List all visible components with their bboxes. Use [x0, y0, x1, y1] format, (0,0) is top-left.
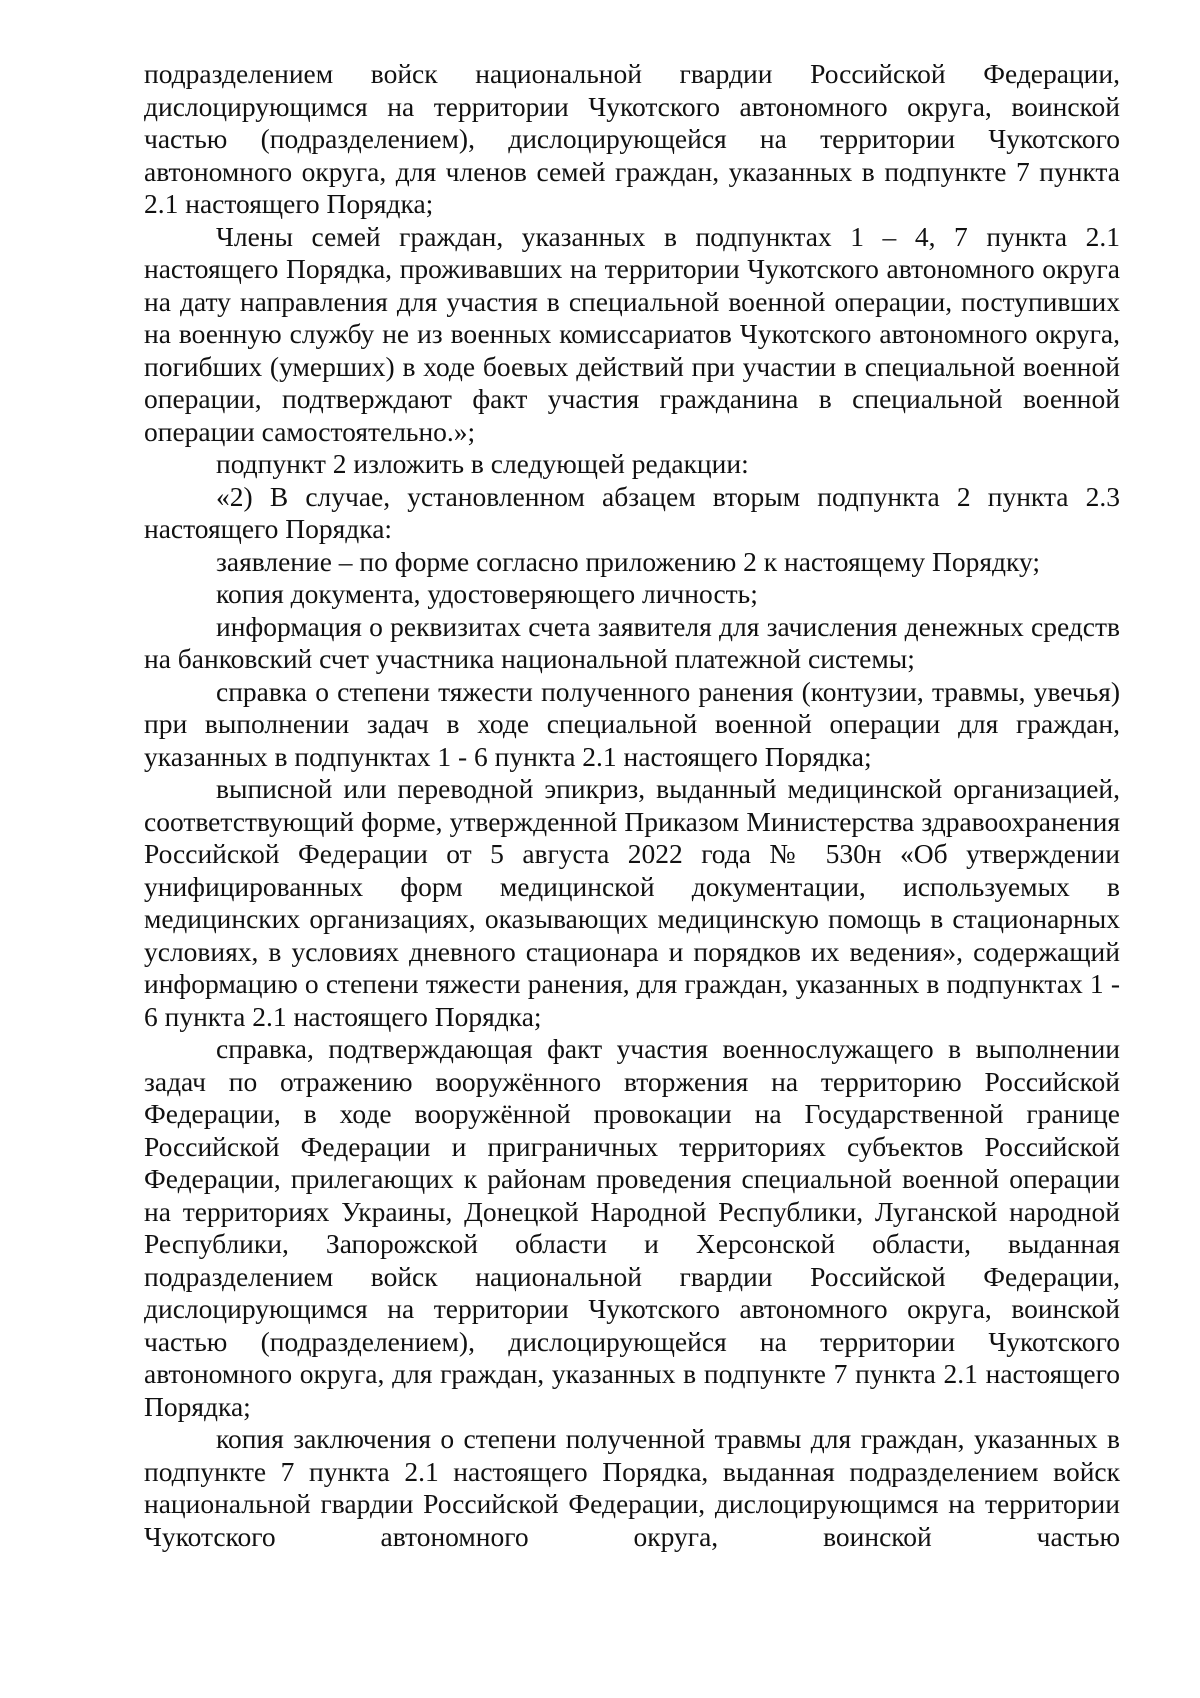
paragraph-subitem-2-intro: подпункт 2 изложить в следующей редакции: — [216, 448, 749, 479]
paragraph-bank-details: информация о реквизитах счета заявителя для зачисления денежных средств на банковский счет участника национальной платежной системы; — [144, 610, 1120, 674]
paragraph-trauma-conclusion: копия заключения о степени полученной травмы для граждан, указанных в подпункте 7 пункта 2.1 настоящего Порядка, выданная подразделением войск национальной гвардии Российской Федерации, дислоцирующимся на территории Чукотского автономного округа, воинской частью — [144, 1423, 1120, 1552]
paragraph-participation-certificate: справка, подтверждающая факт участия военнослужащего в выполнении задач по отражению вооружённого вторжения на территорию Российской Федерации, в ходе вооружённой провокации на Государственной границе Российской Федерации и приграничных территориях субъектов Российской Федерации, прилегающих к районам проведения специальной военной операции на территориях Украины, Донецкой Народной Республики, Луганской народной Республики, Запорожской области и Херсонской области, выданная подразделением войск национальной гвардии Российской Федерации, дислоцирующимся на территории Чукотского автономного округа, воинской частью (подразделением), дислоцирующейся на территории Чукотского автономного округа, для граждан, указанных в подпункте 7 пункта 2.1 настоящего Порядка; — [144, 1033, 1120, 1422]
paragraph-injury-certificate: справка о степени тяжести полученного ранения (контузии, травмы, увечья) при выполнении задач в ходе специальной военной операции для граждан, указанных в подпунктах 1 - 6 пункта 2.1 настоящего Порядка; — [144, 675, 1120, 772]
paragraph-family-members: Члены семей граждан, указанных в подпунктах 1 – 4, 7 пункта 2.1 настоящего Порядка, проживавших на территории Чукотского автономного округа на дату направления для участия в специальной военной операции, поступивших на военную службу не из военных комиссариатов Чукотского автономного округа, погибших (умерших) в ходе боевых действий при участии в специальной военной операции, подтверждают факт участия гражданина в специальной военной операции самостоятельно.»; — [144, 220, 1120, 447]
paragraph-identity-document: копия документа, удостоверяющего личность; — [216, 578, 758, 609]
paragraph-epicrisis: выписной или переводной эпикриз, выданный медицинской организацией, соответствующий форме, утвержденной Приказом Министерства здравоохранения Российской Федерации от 5 августа 2022 года № 530н «Об утверждении унифицированных форм медицинской документации, используемых в медицинских организациях, оказывающих медицинскую помощь в стационарных условиях, в условиях дневного стационара и порядков их ведения», содержащий информацию о степени тяжести ранения, для граждан, указанных в подпунктах 1 - 6 пункта 2.1 настоящего Порядка; — [144, 773, 1120, 1032]
document-page — [144, 58, 1120, 1553]
paragraph-subitem-2-case: «2) В случае, установленном абзацем вторым подпункта 2 пункта 2.3 настоящего Порядка: — [144, 480, 1120, 544]
paragraph-application-form: заявление – по форме согласно приложению 2 к настоящему Порядку; — [216, 545, 1041, 577]
paragraph-continuation: подразделением войск национальной гвардии Российской Федерации, дислоцирующимся на территории Чукотского автономного округа, воинской частью (подразделением), дислоцирующейся на территории Чукотского автономного округа, для членов семей граждан, указанных в подпункте 7 пункта 2.1 настоящего Порядка; — [144, 58, 1120, 219]
